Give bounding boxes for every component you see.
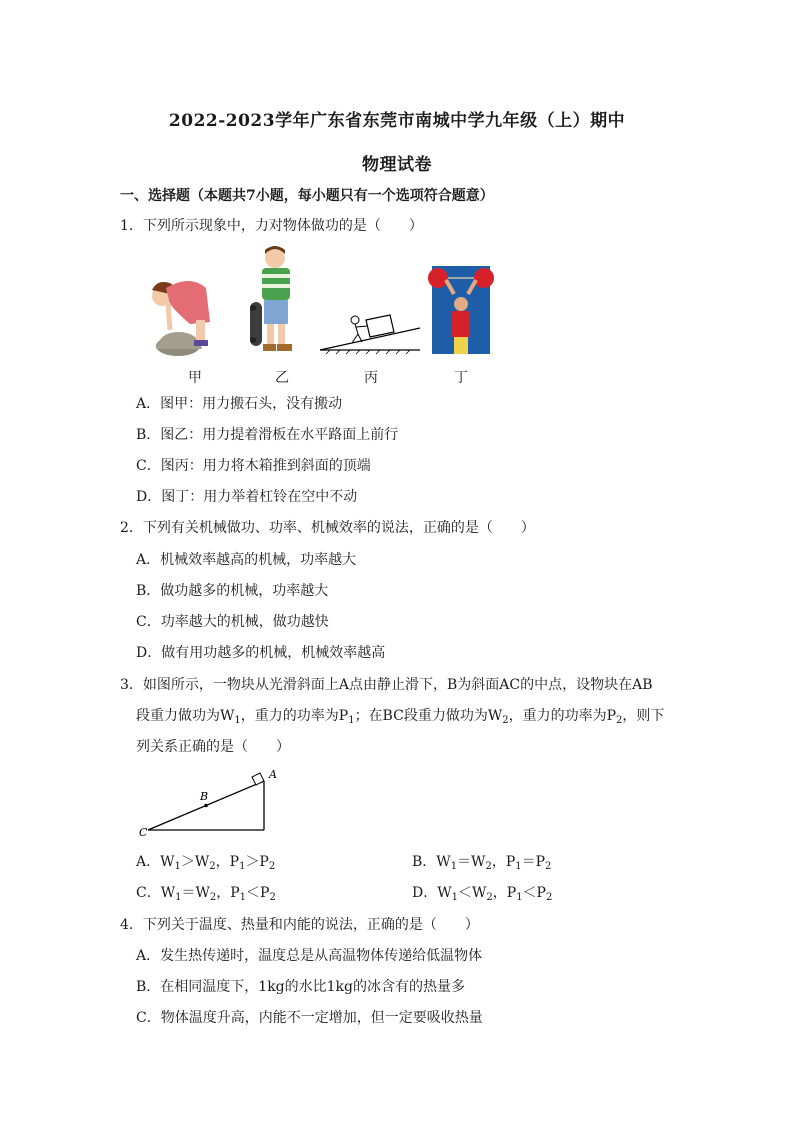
label-c: C [139,826,148,838]
q2-option-d: D．做有用功越多的机械，机械效率越高 [136,645,386,661]
q3-incline-diagram [136,764,286,838]
q2-stem: 2．下列有关机械做功、功率、机械效率的说法，正确的是（ ） [120,520,535,536]
caption-yi: 乙 [275,370,289,386]
figure-jia [152,281,210,356]
exam-title-line2: 物理试卷 [362,155,432,175]
q1-option-c: C．图丙：用力将木箱推到斜面的顶端 [136,458,371,474]
q2-option-a: A．机械效率越高的机械，功率越大 [136,552,357,568]
figure-yi [250,246,292,351]
q1-option-d: D．图丁：用力举着杠铃在空中不动 [136,489,358,505]
q3-stem-line2: 段重力做功为$W_1$，重力的功率为$P_1$；在BC段重力做功为$W_2$，重力的功率为$P_2$，则下 [136,708,665,726]
q1-option-a: A．图甲：用力搬石头，没有搬动 [136,396,343,412]
q4-stem: 4．下列关于温度、热量和内能的说法，正确的是（ ） [120,917,479,933]
q4-option-b: B．在相同温度下，1kg的水比1kg的冰含有的热量多 [136,979,465,995]
q1-stem: 1．下列所示现象中，力对物体做功的是（ ） [120,218,423,234]
q3-stem-line3: 列关系正确的是（ ） [136,739,290,755]
q1-figures [140,244,500,359]
q3-option-d: D．$W_1<W_2$，$P_1<P_2$ [412,885,553,903]
caption-jia: 甲 [188,370,202,386]
q3-option-c: C．$W_1=W_2$，$P_1<P_2$ [136,885,276,903]
label-b: B [200,790,209,803]
caption-bing: 丙 [364,370,378,386]
q3-option-a: A．$W_1>W_2$，$P_1>P_2$ [136,854,276,872]
block [252,773,264,785]
q4-option-c: C．物体温度升高，内能不一定增加，但一定要吸收热量 [136,1010,483,1026]
q3-stem-line1: 3．如图所示，一物块从光滑斜面上A点由静止滑下，B为斜面AC的中点，设物块在AB [120,677,653,693]
q3-option-b: B．$W_1=W_2$，$P_1=P_2$ [412,854,552,872]
q2-option-b: B．做功越多的机械，功率越大 [136,583,329,599]
q1-option-b: B．图乙：用力提着滑板在水平路面上前行 [136,427,399,443]
figure-ding [428,266,494,354]
label-a: A [269,768,277,781]
q4-option-a: A．发生热传递时，温度总是从高温物体传递给低温物体 [136,948,483,964]
caption-ding: 丁 [454,370,468,386]
figure-bing [320,315,420,354]
section-heading: 一、选择题（本题共7小题，每小题只有一个选项符合题意） [120,188,494,204]
q2-option-c: C．功率越大的机械，做功越快 [136,614,329,630]
exam-title-line1: 2022-2023学年广东省东莞市南城中学九年级（上）期中 [168,111,626,131]
point-b-dot [204,804,208,808]
